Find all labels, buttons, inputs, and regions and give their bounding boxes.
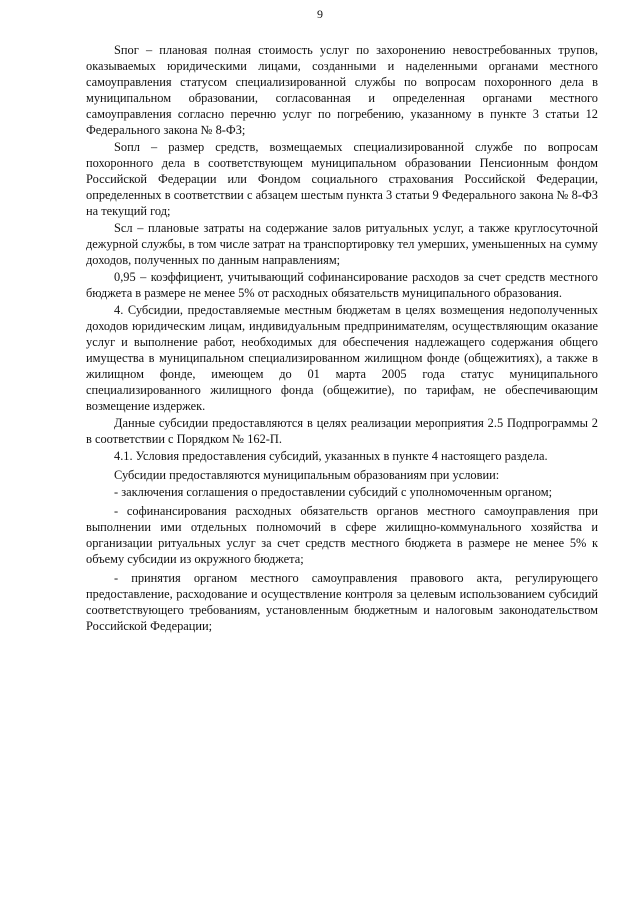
document-body (86, 42, 598, 635)
page-number: 9 (317, 7, 323, 21)
paragraph-sopl-definition: Sопл – размер средств, возмещаемых специализированной службе по вопросам похоронного дела в соответствующем муниципальном образовании Пенсионным фондом Российской Федерации или Фондом социального страхования Российской Федерации, определенных в соответствии с абзацем шестым пункта 3 статьи 9 Федерального закона № 8-ФЗ на текущий год; (86, 140, 598, 218)
list-item-cofinancing: - софинансирования расходных обязательств органов местного самоуправления при выполнении ими отдельных полномочий в сфере жилищно-коммунального хозяйства и организации ритуальных услуг за счет средств местного бюджета в размере не менее 5% к объему субсидии из окружного бюджета; (86, 504, 598, 566)
paragraph-item-4: 4. Субсидии, предоставляемые местным бюджетам в целях возмещения недополученных доходов юридическим лицам, индивидуальным предпринимателям, осуществляющим оказание услуг и выполнение работ, необходимых для обеспечения надлежащего содержания общего имущества в муниципальном специализированном жилищном фонде (общежитиях), а также в жилищном фонде, имеющем до 01 марта 2005 года статус муниципального специализированного жилищного фонда (общежитие), по тарифам, не обеспечивающим возмещение издержек. (86, 303, 598, 413)
list-item-agreement: - заключения соглашения о предоставлении субсидий с уполномоченным органом; (114, 485, 553, 499)
list-item-legal-act: - принятия органом местного самоуправления правового акта, регулирующего предоставление, расходование и осуществление контроля за целевым использованием субсидий соответствующего требованиям, установленным бюджетным и налоговым законодательством Российской Федерации; (86, 571, 598, 633)
paragraph-item-4-1: 4.1. Условия предоставления субсидий, указанных в пункте 4 настоящего раздела. (114, 449, 548, 463)
paragraph-subsidy-purpose: Данные субсидии предоставляются в целях реализации мероприятия 2.5 Подпрограммы 2 в соответствии с Порядком № 162-П. (86, 416, 598, 446)
paragraph-sprog-definition: Sпог – плановая полная стоимость услуг по захоронению невостребованных трупов, оказываемых юридическими лицами, созданными и наделенными органами местного самоуправления статусом специализированной службы по вопросам похоронного дела в муниципальном образовании, согласованная и определенная органами местного самоуправления согласно перечню услуг по погребению, указанному в пункте 3 статьи 12 Федерального закона № 8-ФЗ; (86, 43, 598, 137)
paragraph-conditions-intro: Субсидии предоставляются муниципальным образованиям при условии: (114, 468, 500, 482)
paragraph-coefficient: 0,95 – коэффициент, учитывающий софинансирование расходов за счет средств местного бюджета в размере не менее 5% от расходных обязательств муниципального образования. (86, 270, 598, 300)
paragraph-scl-definition: Scл – плановые затраты на содержание залов ритуальных услуг, а также круглосуточной дежурной службы, в том числе затрат на транспортировку тел умерших, уменьшенных на сумму доходов, полученных по данным направлениям; (86, 221, 598, 267)
